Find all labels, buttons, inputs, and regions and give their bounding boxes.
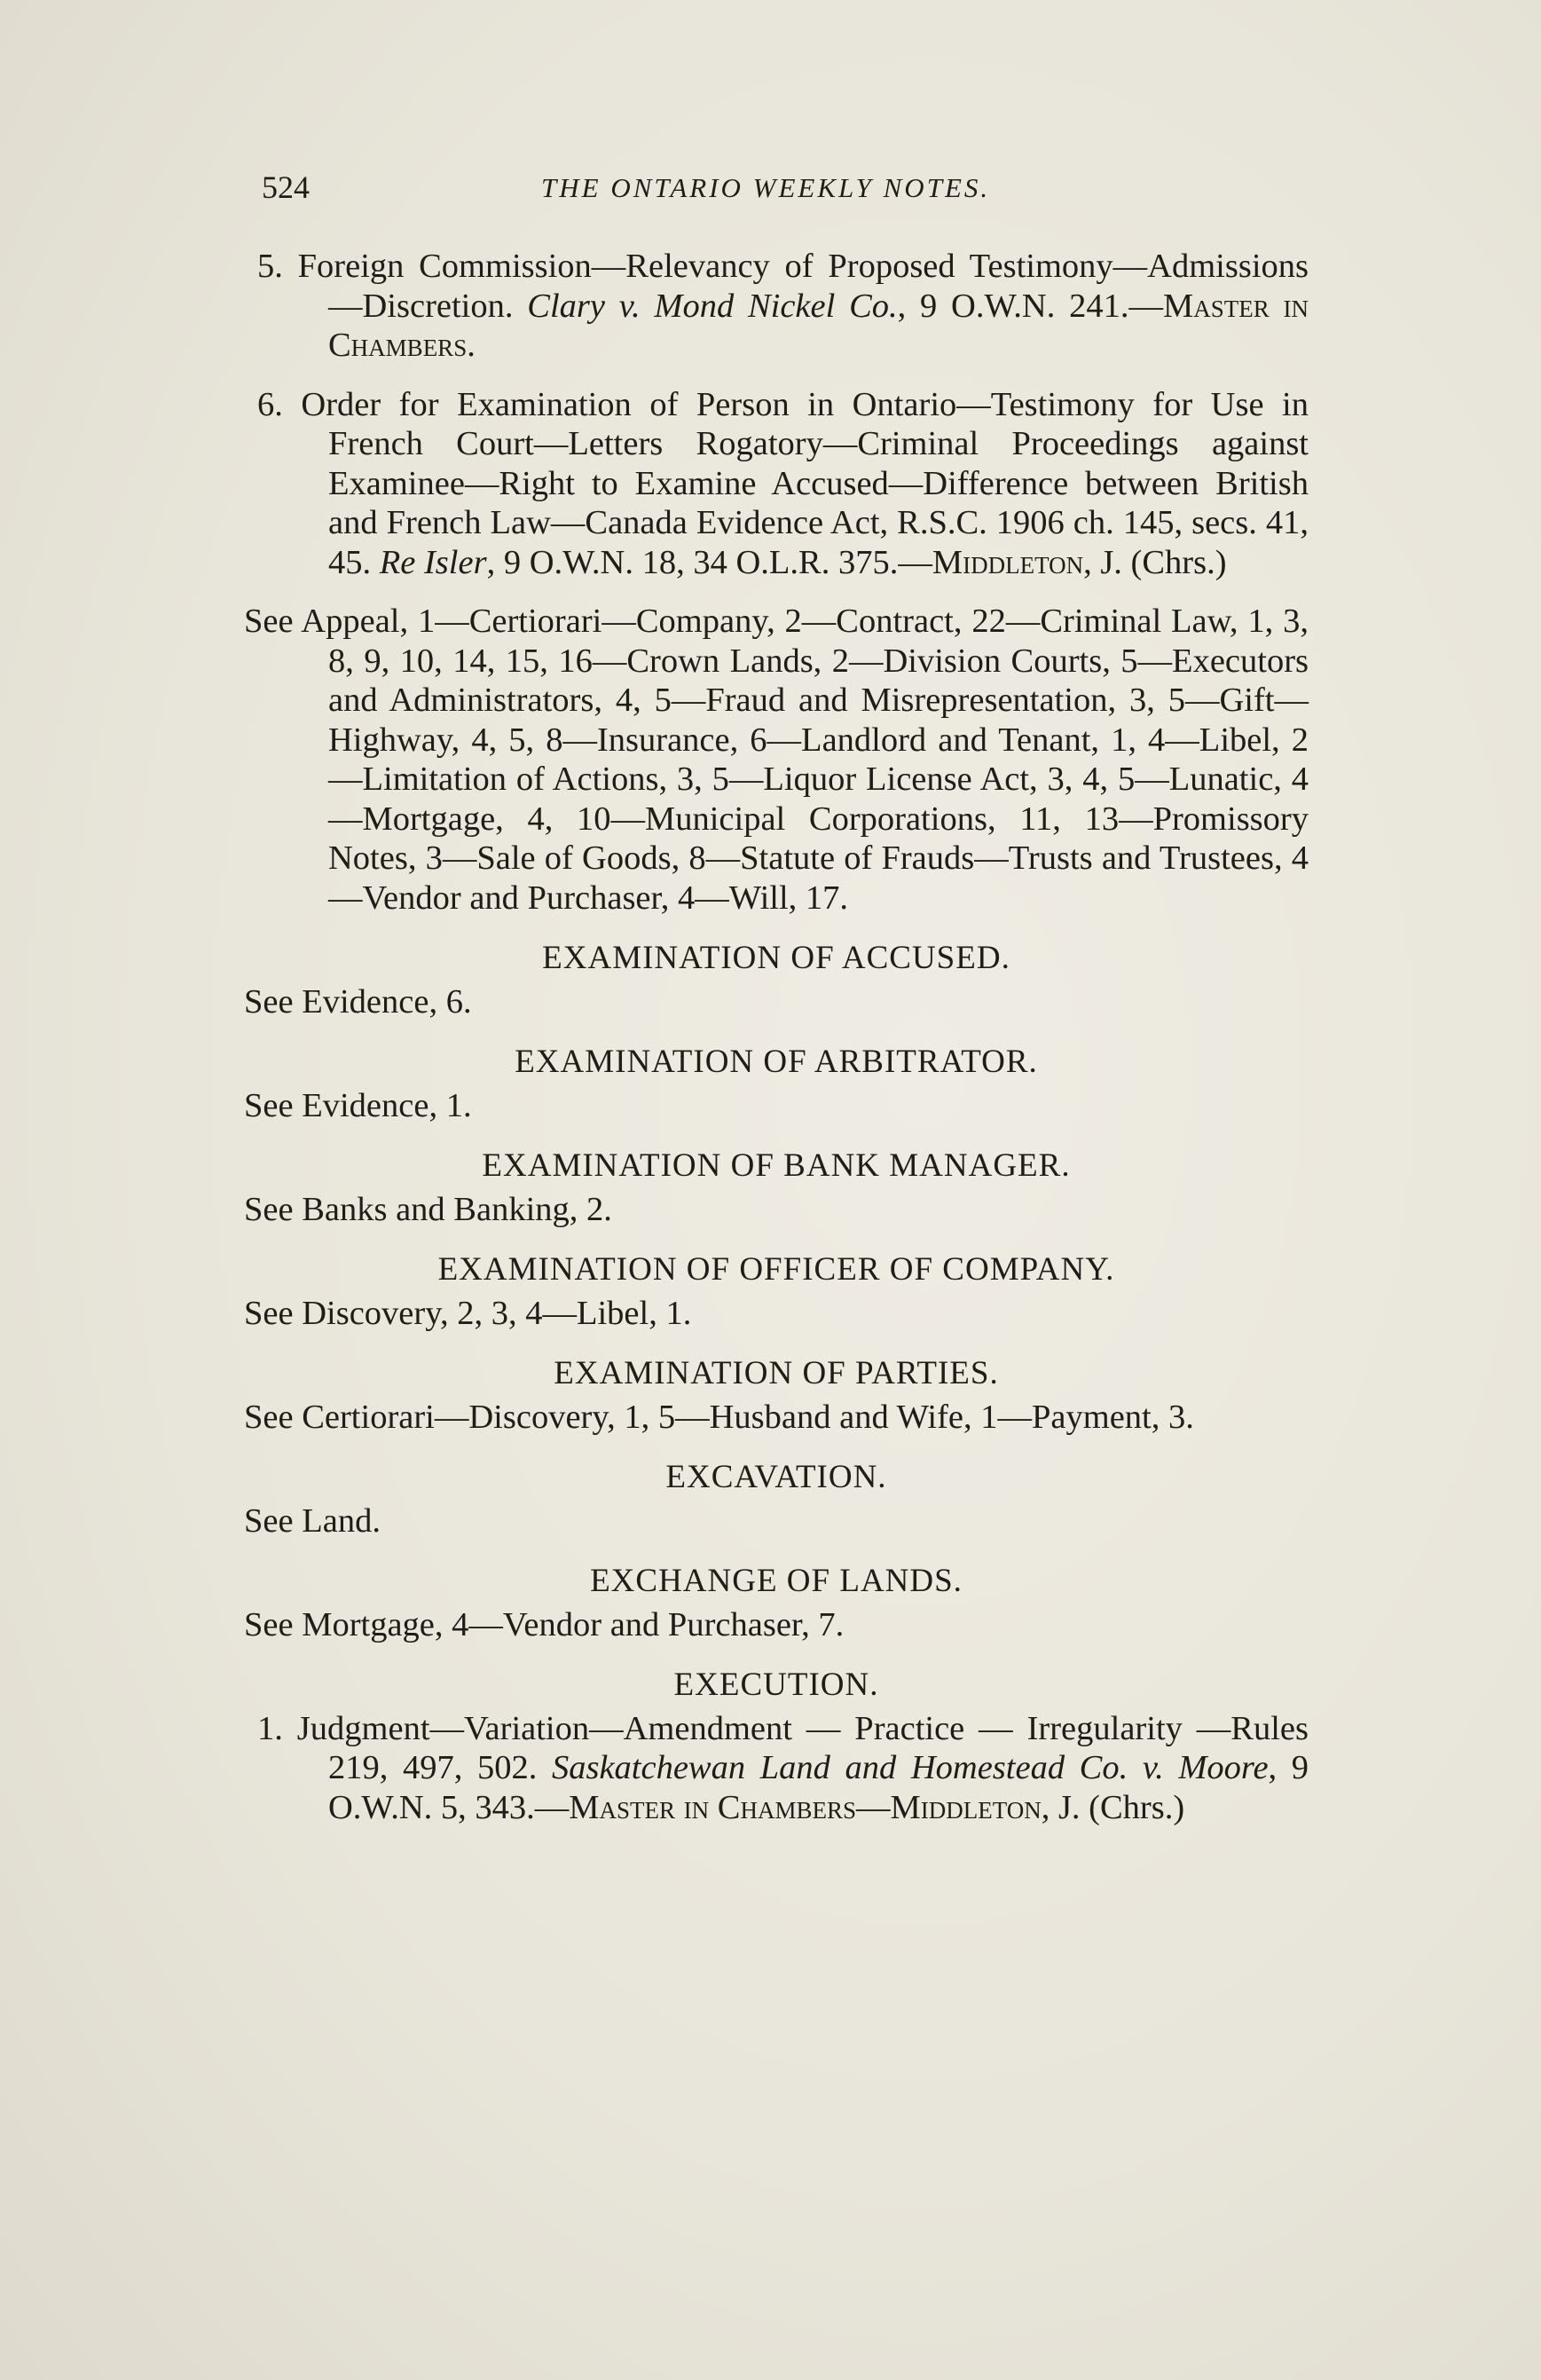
section-heading: EXAMINATION OF PARTIES. (554, 1355, 999, 1391)
section-heading: EXAMINATION OF ACCUSED. (542, 940, 1010, 976)
page-body (244, 247, 1309, 1847)
section-heading: EXAMINATION OF ARBITRATOR. (515, 1044, 1038, 1080)
entry-number: 6. (257, 385, 283, 423)
court: Master in Chambers—Middleton (569, 1788, 1042, 1826)
entry-5 (244, 247, 1309, 366)
entry-text: Foreign Commission—Relevancy of Proposed Testimony—Admissions—Discretion. (297, 248, 1309, 325)
court: Master in Chambers. (328, 287, 1309, 364)
cross-reference: See Certiorari—Discovery, 1, 5—Husband and Wife, 1—Payment, 3. (244, 1398, 1194, 1436)
court: Middleton (932, 543, 1084, 581)
entry-text: Order for Examination of Person in Ontario—Testimony for Use in French Court—Letters Rogatory—Criminal Proceedings against Examinee—Right to Examine Accused—Difference between British and French Law—Canada Evidence Act, R.S.C. 1906 ch. 145, secs. 41, 45. (301, 385, 1309, 581)
court-suffix: , J. (Chrs.) (1041, 1788, 1185, 1826)
entry-number: 1. (257, 1709, 283, 1747)
case-name: Saskatchewan Land and Homestead Co. v. Moore (551, 1749, 1269, 1786)
entry-6 (244, 385, 1309, 583)
cross-reference: See Mortgage, 4—Vendor and Purchaser, 7. (244, 1605, 845, 1643)
case-name: Clary v. Mond Nickel Co. (527, 287, 898, 325)
running-title: THE ONTARIO WEEKLY NOTES. (541, 172, 991, 203)
citation: , 9 O.W.N. 18, 34 O.L.R. 375.— (486, 543, 932, 581)
see-also-references: See Appeal, 1—Certiorari—Company, 2—Contract, 22—Criminal Law, 1, 3, 8, 9, 10, 14, 15, 16—Crown Lands, 2—Division Courts, 5—Executors and Administrators, 4, 5—Fraud and Misrepresentation, 3, 5—Gift—Highway, 4, 5, 8—Insurance, 6—Landlord and Tenant, 1, 4—Libel, 2—Limitation of Actions, 3, 5—Liquor License Act, 3, 4, 5—Lunatic, 4—Mortgage, 4, 10—Municipal Corporations, 11, 13—Promissory Notes, 3—Sale of Goods, 8—Statute of Frauds—Trusts and Trustees, 4—Vendor and Purchaser, 4—Will, 17. (244, 603, 1309, 917)
court-suffix: , J. (Chrs.) (1083, 543, 1227, 581)
section-heading: EXECUTION. (673, 1667, 879, 1703)
cross-reference: See Banks and Banking, 2. (244, 1190, 612, 1228)
case-name: Re Isler (379, 543, 487, 581)
cross-reference: See Land. (244, 1501, 381, 1540)
page-header (262, 169, 1309, 213)
page-number: 524 (262, 169, 310, 205)
entry-number: 5. (257, 248, 283, 285)
cross-reference: See Evidence, 1. (244, 1086, 472, 1124)
section-heading: EXCHANGE OF LANDS. (590, 1563, 963, 1599)
cross-reference: See Discovery, 2, 3, 4—Libel, 1. (244, 1294, 692, 1332)
section-heading: EXCAVATION. (665, 1459, 887, 1495)
citation: , 9 O.W.N. 5, 343.— (328, 1749, 1309, 1826)
execution-entry-1 (244, 1709, 1309, 1828)
section-heading: EXAMINATION OF OFFICER OF COMPANY. (437, 1251, 1115, 1288)
entry-text: Judgment—Variation—Amendment — Practice — Irregularity —Rules 219, 497, 502. (296, 1709, 1309, 1786)
citation: , 9 O.W.N. 241.— (897, 287, 1163, 325)
section-heading: EXAMINATION OF BANK MANAGER. (482, 1147, 1071, 1184)
cross-reference: See Evidence, 6. (244, 982, 472, 1021)
